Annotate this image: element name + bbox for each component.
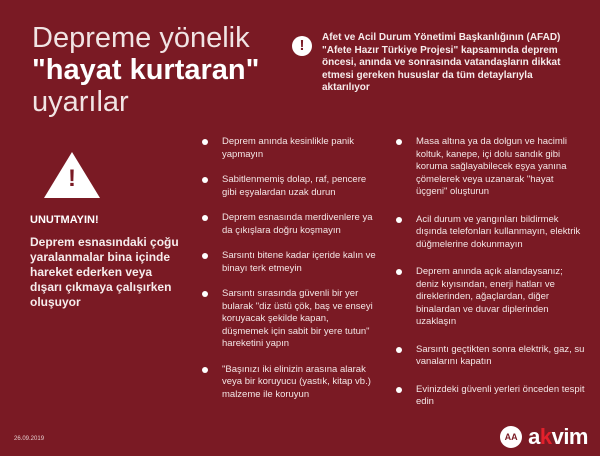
page-title [32,22,292,118]
list-item [202,174,377,199]
title-line-2: "hayat kurtaran" [32,54,260,86]
title-line-1: Depreme yönelik [32,22,250,54]
brand-accent: k [539,424,552,449]
warning-triangle-icon: ! [42,150,102,200]
bullet-icon [202,215,208,221]
list-item-text: Evinizdeki güvenli yerleri önceden tespit edin [416,383,585,407]
bullet-icon [202,367,208,373]
list-item [202,136,377,161]
list-item [202,250,377,275]
list-item-text: Sarsıntı geçtikten sonra elektrik, gaz, su vanalarını kapatın [416,343,585,367]
akvim-logo[interactable] [528,424,588,450]
bullet-icon [202,139,208,145]
warning-heading: UNUTMAYIN! [30,214,99,226]
list-item-text: Deprem anında kesinlikle panik yapmayın [222,136,355,160]
exclamation-icon: ! [292,36,312,56]
list-item-text: Deprem anında açık alandaysanız; deniz kıyısından, enerji hatları ve direklerinden, ağaçlardan, diğer binalardan ve duvar diplerinden uzaklaşın [416,266,563,327]
list-item [396,136,586,199]
list-item-text: Deprem esnasında merdivenlere ya da çıkışlara doğru koşmayın [222,212,373,236]
brand-footer [500,424,588,450]
bullet-icon [202,177,208,183]
warning-text: Deprem esnasındaki çoğu yaralanmalar bina içinde hareket ederken veya dışarı çıkmaya çalışırken oluşuyor [30,235,179,309]
tips-column-1 [202,136,377,414]
info-text: Afet ve Acil Durum Yönetimi Başkanlığının (AFAD) "Afete Hazır Türkiye Projesi" kapsamında deprem öncesi, anında ve sonrasında vatandaşların dikkat etmesi gereken hususlar da tüm detaylarıyla aktarılıyor [322,32,561,94]
list-item-text: Sarsıntı bitene kadar içeride kalın ve binayı terk etmeyin [222,250,376,274]
list-item [396,214,586,252]
bullet-icon [396,387,402,393]
publish-date: 26.09.2019 [14,436,45,442]
title-line-3: uyarılar [32,86,129,118]
list-item-text: Acil durum ve yangınları bildirmek dışında telefonları kullanmayın, elektrik düğmelerine dokunmayın [416,213,581,250]
bullet-icon [202,291,208,297]
list-item [396,344,586,369]
bullet-icon [396,347,402,353]
list-item [202,364,377,402]
list-item [396,384,586,409]
list-item [396,266,586,329]
list-item-text: "Başınızı iki elinizin arasına alarak veya bir koruyucu (yastık, kitap vb.) malzeme ile koruyun [222,363,371,400]
list-item [202,212,377,237]
brand-suffix: vim [551,424,588,449]
list-item-text: Sarsıntı sırasında güvenli bir yer bularak "diz üstü çök, baş ve enseyi koruyacak şekilde kapan, düşmemek için sabit bir yere tutun" hareketini yapın [222,288,373,349]
tips-column-2 [396,136,586,424]
bullet-icon [396,217,402,223]
list-item-text: Sabitlenmemiş dolap, raf, pencere gibi eşyalardan uzak durun [222,174,367,198]
list-item-text: Masa altına ya da dolgun ve hacimli koltuk, kanepe, içi dolu sandık gibi koruma sağlayabilecek eşya yanına çömelerek veya uzanarak "hayat üçgeni" oluşturun [416,136,568,197]
bullet-icon [202,253,208,259]
warning-block [30,150,180,310]
list-item [202,288,377,351]
agency-logo: AA [500,426,522,448]
info-block [292,32,582,95]
bullet-icon [396,269,402,275]
brand-prefix: a [528,424,540,449]
bullet-icon [396,139,402,145]
